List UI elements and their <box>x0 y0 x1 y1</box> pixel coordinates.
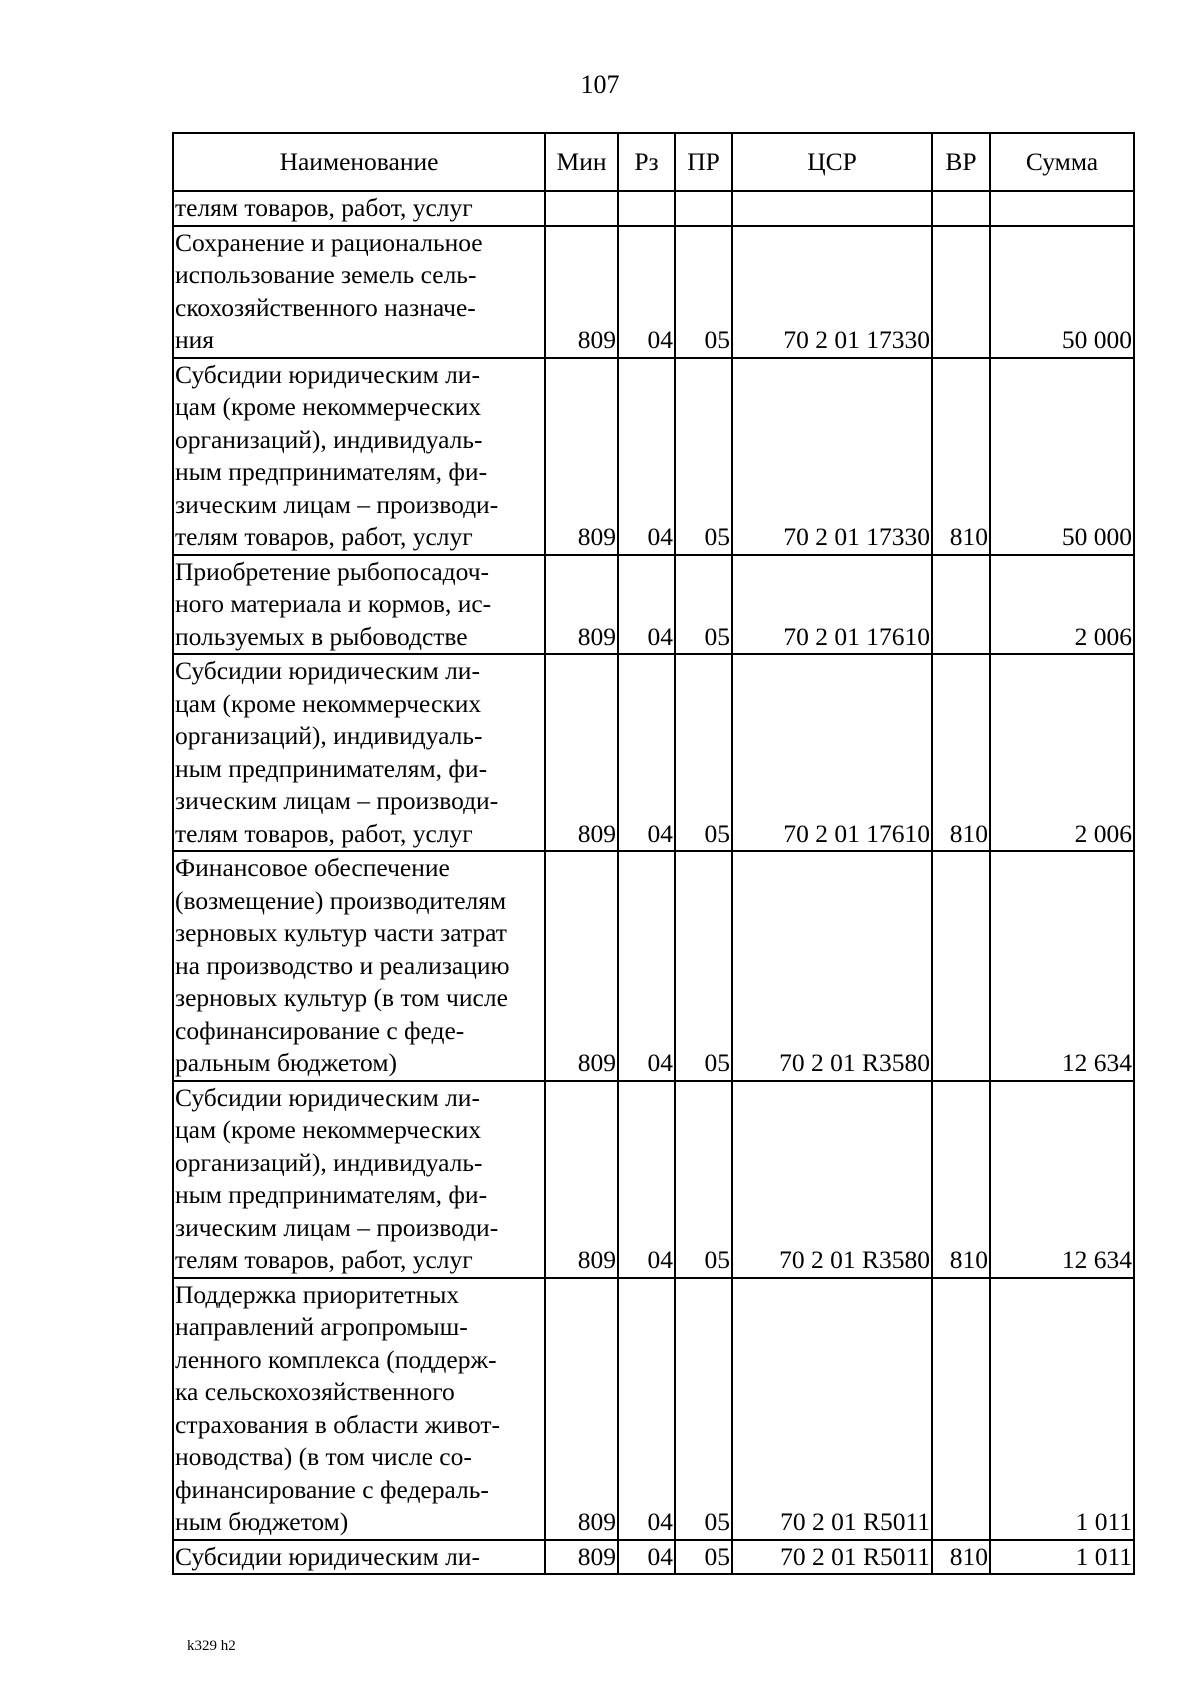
cell-sum: 50 000 <box>990 226 1134 358</box>
table-row <box>173 358 1134 555</box>
table-row <box>173 226 1134 358</box>
name-line: телям товаров, работ, услуг <box>175 1245 473 1274</box>
name-line: пользуемых в рыбоводстве <box>175 621 468 651</box>
cell-min: 809 <box>545 1540 618 1575</box>
cell-vr: 810 <box>932 358 990 555</box>
cell-sum: 1 011 <box>990 1278 1134 1540</box>
cell-csr: 70 2 01 R5011 <box>732 1540 932 1575</box>
cell-csr <box>732 191 932 226</box>
table-row <box>173 1540 1134 1575</box>
cell-rz: 04 <box>618 358 675 555</box>
cell-name <box>173 555 545 655</box>
cell-name <box>173 654 545 851</box>
cell-csr: 70 2 01 R3580 <box>732 1081 932 1278</box>
cell-name <box>173 851 545 1081</box>
cell-vr: 810 <box>932 1081 990 1278</box>
name-line: скохозяйственного назначе- <box>175 292 476 322</box>
name-line: софинансирование с феде- <box>175 1015 465 1045</box>
cell-vr <box>932 851 990 1081</box>
name-line: организаций), индивидуаль- <box>175 1147 483 1177</box>
name-line: (возмещение) производителям <box>175 885 507 915</box>
cell-vr <box>932 191 990 226</box>
header-sum: Сумма <box>990 133 1134 191</box>
name-line: зерновых культур части затрат <box>175 918 507 947</box>
name-line: финансирование с федераль- <box>175 1474 489 1504</box>
name-line: ральным бюджетом) <box>175 1048 397 1077</box>
cell-vr: 810 <box>932 1540 990 1575</box>
table-row <box>173 191 1134 226</box>
name-line: зическим лицам – производи- <box>175 1212 499 1242</box>
cell-min: 809 <box>545 851 618 1081</box>
name-line: ного материала и кормов, ис- <box>175 589 492 618</box>
cell-vr <box>932 1278 990 1540</box>
cell-rz: 04 <box>618 1081 675 1278</box>
name-line: Поддержка приоритетных <box>175 1279 460 1309</box>
cell-csr: 70 2 01 17330 <box>732 226 932 358</box>
name-line: ным предпринимателям, фи- <box>175 753 488 783</box>
name-line: зическим лицам – производи- <box>175 786 499 815</box>
cell-csr: 70 2 01 17610 <box>732 654 932 851</box>
name-line: ным предпринимателям, фи- <box>175 1180 488 1209</box>
cell-sum <box>990 191 1134 226</box>
name-line: ленного комплекса (поддерж- <box>175 1344 497 1374</box>
header-rz: Рз <box>618 133 675 191</box>
cell-min: 809 <box>545 654 618 851</box>
name-line: ния <box>175 325 215 354</box>
name-line: цам (кроме некоммерческих <box>175 1115 482 1144</box>
name-line: направлений агропромыш- <box>175 1312 468 1341</box>
name-line: телям товаров, работ, услуг <box>175 818 473 848</box>
cell-pr: 05 <box>675 358 732 555</box>
cell-rz <box>618 191 675 226</box>
table-row <box>173 1081 1134 1278</box>
cell-min: 809 <box>545 358 618 555</box>
name-line: организаций), индивидуаль- <box>175 721 483 750</box>
cell-sum: 2 006 <box>990 654 1134 851</box>
cell-min: 809 <box>545 226 618 358</box>
cell-name <box>173 1278 545 1540</box>
cell-sum: 2 006 <box>990 555 1134 655</box>
cell-pr: 05 <box>675 851 732 1081</box>
footer-code: k329 h2 <box>187 1638 236 1654</box>
cell-pr <box>675 191 732 226</box>
cell-pr: 05 <box>675 654 732 851</box>
name-line: телям товаров, работ, услуг <box>175 193 473 222</box>
name-line: цам (кроме некоммерческих <box>175 392 482 421</box>
table-row <box>173 851 1134 1081</box>
cell-rz: 04 <box>618 851 675 1081</box>
table-row <box>173 555 1134 655</box>
name-line: Финансовое обеспечение <box>175 853 450 882</box>
header-min: Мин <box>545 133 618 191</box>
cell-pr: 05 <box>675 1540 732 1575</box>
cell-csr: 70 2 01 17610 <box>732 555 932 655</box>
cell-csr: 70 2 01 R5011 <box>732 1278 932 1540</box>
cell-rz: 04 <box>618 654 675 851</box>
cell-sum: 12 634 <box>990 851 1134 1081</box>
cell-sum: 12 634 <box>990 1081 1134 1278</box>
cell-csr: 70 2 01 R3580 <box>732 851 932 1081</box>
cell-min: 809 <box>545 1081 618 1278</box>
name-line: ным бюджетом) <box>175 1507 349 1536</box>
header-vr: ВР <box>932 133 990 191</box>
name-line: Субсидии юридическим ли- <box>175 1541 480 1571</box>
cell-min: 809 <box>545 1278 618 1540</box>
header-csr: ЦСР <box>732 133 932 191</box>
cell-sum: 50 000 <box>990 358 1134 555</box>
name-line: Субсидии юридическим ли- <box>175 656 480 685</box>
budget-table <box>172 132 1135 1575</box>
table-body <box>173 191 1134 1574</box>
cell-rz: 04 <box>618 1278 675 1540</box>
name-line: ным предпринимателям, фи- <box>175 457 488 486</box>
table-header-row <box>173 133 1134 191</box>
name-line: телям товаров, работ, услуг <box>175 522 473 551</box>
cell-vr <box>932 555 990 655</box>
header-name: Наименование <box>173 133 545 191</box>
cell-pr: 05 <box>675 226 732 358</box>
cell-vr: 810 <box>932 654 990 851</box>
name-line: Субсидии юридическим ли- <box>175 359 480 389</box>
name-line: Приобретение рыбопосадоч- <box>175 556 490 586</box>
cell-name <box>173 358 545 555</box>
name-line: зерновых культур (в том числе <box>175 983 508 1012</box>
page-number: 107 <box>580 70 620 99</box>
name-line: новодства) (в том числе со- <box>175 1442 472 1471</box>
table-row <box>173 1278 1134 1540</box>
cell-name <box>173 1540 545 1575</box>
name-line: страхования в области живот- <box>175 1409 501 1439</box>
name-line: ка сельскохозяйственного <box>175 1377 455 1406</box>
name-line: на производство и реализацию <box>175 950 510 980</box>
name-line: использование земель сель- <box>175 260 477 289</box>
cell-name <box>173 226 545 358</box>
cell-csr: 70 2 01 17330 <box>732 358 932 555</box>
cell-rz: 04 <box>618 1540 675 1575</box>
name-line: цам (кроме некоммерческих <box>175 688 482 718</box>
cell-pr: 05 <box>675 1081 732 1278</box>
name-line: зическим лицам – производи- <box>175 489 499 519</box>
table-row <box>173 654 1134 851</box>
cell-min <box>545 191 618 226</box>
cell-name <box>173 191 545 226</box>
name-line: Сохранение и рациональное <box>175 227 483 257</box>
cell-name <box>173 1081 545 1278</box>
header-pr: ПР <box>675 133 732 191</box>
cell-rz: 04 <box>618 226 675 358</box>
cell-pr: 05 <box>675 555 732 655</box>
cell-vr <box>932 226 990 358</box>
name-line: организаций), индивидуаль- <box>175 424 483 454</box>
cell-min: 809 <box>545 555 618 655</box>
cell-pr: 05 <box>675 1278 732 1540</box>
cell-sum: 1 011 <box>990 1540 1134 1575</box>
name-line: Субсидии юридическим ли- <box>175 1082 480 1112</box>
cell-rz: 04 <box>618 555 675 655</box>
